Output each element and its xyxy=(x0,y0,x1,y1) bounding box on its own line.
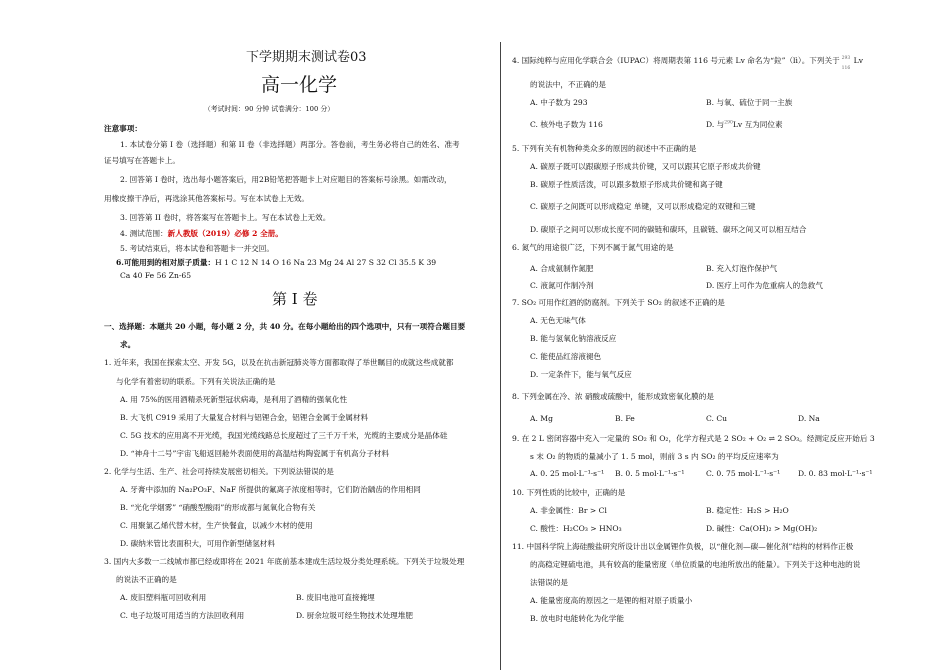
note-4-prefix: 4. 测试范围： xyxy=(120,229,168,238)
q10-option-b: B. 稳定性：H₂S > H₂O xyxy=(706,506,789,515)
q1-stem-a: 1. 近年来，我国在探索太空、开发 5G，以及在抗击新冠肺炎等方面都取得了举世瞩目的成就这些成就都 xyxy=(104,358,454,367)
q6-option-d: D. 医疗上可作为危重病人的急救气 xyxy=(706,281,823,290)
note-6 xyxy=(116,258,436,267)
q5-stem: 5. 下列有关有机物种类众多的原因的叙述中不正确的是 xyxy=(512,144,697,153)
q8-option-b: B. Fe xyxy=(615,414,635,423)
q5-option-d: D. 碳原子之间可以形成长度不同的碳链和碳环，且碳链、碳环之间又可以相互结合 xyxy=(530,225,807,234)
section-title: 第 I 卷 xyxy=(272,290,318,308)
q1-option-b: B. 大飞机 C919 采用了大量复合材料与铝锂合金，铝锂合金属于金属材料 xyxy=(120,413,369,422)
q11-option-a: A. 能量密度高的原因之一是锂的相对原子质量小 xyxy=(530,596,693,605)
note-2a: 2. 回答第 I 卷时，选出每小题答案后，用2B铅笔把答题卡上对应题目的答案标号涂黑。如需改动， xyxy=(120,175,452,184)
note-6-heading: 6.可能用到的相对原子质量： xyxy=(116,258,216,267)
mc-header-a: 一、选择题：本题共 20 小题，每小题 2 分，共 40 分。在每小题给出的四个选项中，只有一项符合题目要 xyxy=(104,322,466,331)
q1-option-c: C. 5G 技术的应用离不开光缆，我国光缆线路总长度超过了三千万千米，光缆的主要成分是晶体硅 xyxy=(120,431,448,440)
q5-option-c: C. 碳原子之间既可以形成稳定 单键，又可以形成稳定的双键和三键 xyxy=(530,202,756,211)
note-2b: 用橡皮擦干净后，再选涂其他答案标号。写在本试卷上无效。 xyxy=(104,194,310,203)
q8-stem: 8. 下列金属在冷、浓 硝酸或硫酸中，能形成致密氧化膜的是 xyxy=(512,392,714,401)
q1-option-d: D. “神舟十二号”宇宙飞船返回舱外表面使用的高温结构陶瓷属于有机高分子材料 xyxy=(120,449,389,458)
q1-option-a: A. 用 75%的医用酒精杀死新型冠状病毒，是利用了酒精的强氧化性 xyxy=(120,395,348,404)
q8-option-a: A. Mg xyxy=(530,414,553,423)
q2-option-b: B. “光化学烟雾” “硝酸型酸雨”的形成都与氮氧化合物有关 xyxy=(120,503,316,512)
notes-heading: 注意事项： xyxy=(104,124,142,133)
q7-option-c: C. 能使品红溶液褪色 xyxy=(530,352,602,361)
q5-option-b: B. 碳原子性质活泼，可以跟多数原子形成共价键和离子键 xyxy=(530,180,723,189)
q7-option-b: B. 能与氢氧化钠溶液反应 xyxy=(530,334,617,343)
q2-option-a: A. 牙膏中添加的 Na₂PO₃F、NaF 所提供的氟离子浓度相等时，它们防治龋齿的作用相同 xyxy=(120,485,421,494)
exam-title: 下学期期末测试卷03 xyxy=(246,50,367,65)
q8-option-c: C. Cu xyxy=(706,414,728,423)
note-4-scope: 新人教版（2019）必修 2 全册。 xyxy=(167,229,283,238)
subject-title: 高一化学 xyxy=(261,74,338,96)
q9-stem-a: 9. 在 2 L 密闭容器中充入一定量的 SO₂ 和 O₂，化学方程式是 2 SO₂ + O₂ ⇌ 2 SO₃。经测定反应开始后 3 xyxy=(512,434,875,443)
q4-option-b: B. 与氧、硫位于同一主族 xyxy=(706,98,793,107)
q3-option-d: D. 厨余垃圾可经生物技术处理堆肥 xyxy=(296,611,413,620)
q4-atomic-number: 116 xyxy=(841,66,851,71)
mc-header-b: 求。 xyxy=(120,340,136,349)
q10-stem: 10. 下列性质的比较中，正确的是 xyxy=(512,488,626,497)
note-1b: 证号填写在答题卡上。 xyxy=(104,156,180,165)
column-divider xyxy=(500,42,501,670)
q4-option-a: A. 中子数为 293 xyxy=(530,98,588,107)
q1-stem-b: 与化学有着密切的联系。下列有关说法正确的是 xyxy=(116,377,276,386)
q10-option-c: C. 酸性：H₂CO₃ > HNO₃ xyxy=(530,524,622,533)
q2-stem: 2. 化学与生活、生产、社会可持续发展密切相关。下列说法错误的是 xyxy=(104,467,334,476)
q10-option-d: D. 碱性：Ca(OH)₂ > Mg(OH)₂ xyxy=(706,524,818,533)
q5-option-a: A. 碳原子既可以跟碳原子形成共价键，又可以跟其它原子形成共价键 xyxy=(530,162,761,171)
q4-option-d-text: Lv 互为同位素 xyxy=(732,120,783,129)
q3-option-b: B. 废旧电池可直接掩埋 xyxy=(296,593,375,602)
q4-option-d xyxy=(706,120,783,129)
q6-option-b: B. 充入灯泡作保护气 xyxy=(706,264,778,273)
q4-stem-b: 的说法中，不正确的是 xyxy=(530,80,606,89)
q6-option-c: C. 液氮可作制冷剂 xyxy=(530,281,594,290)
q9-option-b: B. 0. 5 mol·L⁻¹·s⁻¹ xyxy=(615,469,685,478)
q11-stem-c: 法错误的是 xyxy=(530,578,568,587)
q6-option-a: A. 合成氨制作氮肥 xyxy=(530,264,594,273)
q4-option-d-mass: 290 xyxy=(724,120,733,126)
q7-option-d: D. 一定条件下，能与氧气反应 xyxy=(530,370,632,379)
q9-option-a: A. 0. 25 mol·L⁻¹·s⁻¹ xyxy=(530,469,605,478)
q11-option-b: B. 放电时电能转化为化学能 xyxy=(530,614,624,623)
atomic-masses-2: Ca 40 Fe 56 Zn-65 xyxy=(120,271,192,280)
q7-option-a: A. 无色无味气体 xyxy=(530,316,586,325)
q9-option-c: C. 0. 75 mol·L⁻¹·s⁻¹ xyxy=(706,469,781,478)
q11-stem-a: 11. 中国科学院上海硅酸盐研究所设计出以金属锂作负极，以“催化剂—碳—催化剂”结构的材料作正极 xyxy=(512,542,854,551)
q4-option-c: C. 核外电子数为 116 xyxy=(530,120,603,129)
atomic-masses: H 1 C 12 N 14 O 16 Na 23 Mg 24 Al 27 S 32 Cl 35.5 K 39 xyxy=(215,258,437,267)
q9-option-d: D. 0. 83 mol·L⁻¹·s⁻¹ xyxy=(798,469,873,478)
q2-option-c: C. 用聚氯乙烯代替木材，生产快餐盒，以减少木材的使用 xyxy=(120,521,313,530)
q4-option-d-prefix: D. 与 xyxy=(706,120,725,129)
q6-stem: 6. 氮气的用途很广泛，下列不属于氮气用途的是 xyxy=(512,243,674,252)
q10-option-a: A. 非金属性：Br > Cl xyxy=(530,506,607,515)
q9-stem-b: s 末 O₂ 的物质的量减小了 1. 5 mol，则前 3 s 内 SO₂ 的平均反应速率为 xyxy=(530,452,779,461)
q11-stem-b: 的高稳定锂硫电池，具有较高的能量密度（单位质量的电池所放出的能量）。下列关于这种电池的说 xyxy=(530,560,861,569)
q4-stem-text: 4. 国际纯粹与应用化学联合会（IUPAC）将周期表第 116 号元素 Lv 命名为“鉝”（lì）。下列关于 xyxy=(512,56,840,65)
q3-option-a: A. 废旧塑料瓶可回收利用 xyxy=(120,593,207,602)
q4-mass-number: 293 xyxy=(841,56,851,61)
q2-option-d: D. 碳纳米管比表面积大，可用作新型储氢材料 xyxy=(120,539,275,548)
note-4 xyxy=(120,229,283,238)
q3-stem-a: 3. 国内大多数一二线城市都已经或即将在 2021 年底前基本建成生活垃圾分类处理系统。下列关于垃圾处理 xyxy=(104,557,465,566)
note-3: 3. 回答第 II 卷时，将答案写在答题卡上。写在本试卷上无效。 xyxy=(120,213,331,222)
q3-option-c: C. 电子垃圾可用适当的方法回收利用 xyxy=(120,611,245,620)
q3-stem-b: 的说法不正确的是 xyxy=(116,575,177,584)
note-1a: 1. 本试卷分第 I 卷（选择题）和第 II 卷（非选择题）两部分。答卷前，考生务必将自己的姓名、准考 xyxy=(120,140,460,149)
q8-option-d: D. Na xyxy=(798,414,820,423)
q4-stem-a xyxy=(512,56,864,71)
q7-stem: 7. SO₂ 可用作红酒的防腐剂。下列关于 SO₂ 的叙述不正确的是 xyxy=(512,298,725,307)
exam-info: （考试时间：90 分钟 试卷满分：100 分） xyxy=(204,105,335,113)
q4-element-symbol: Lv xyxy=(853,56,864,65)
note-5: 5. 考试结束后，将本试卷和答题卡一并交回。 xyxy=(120,244,274,253)
